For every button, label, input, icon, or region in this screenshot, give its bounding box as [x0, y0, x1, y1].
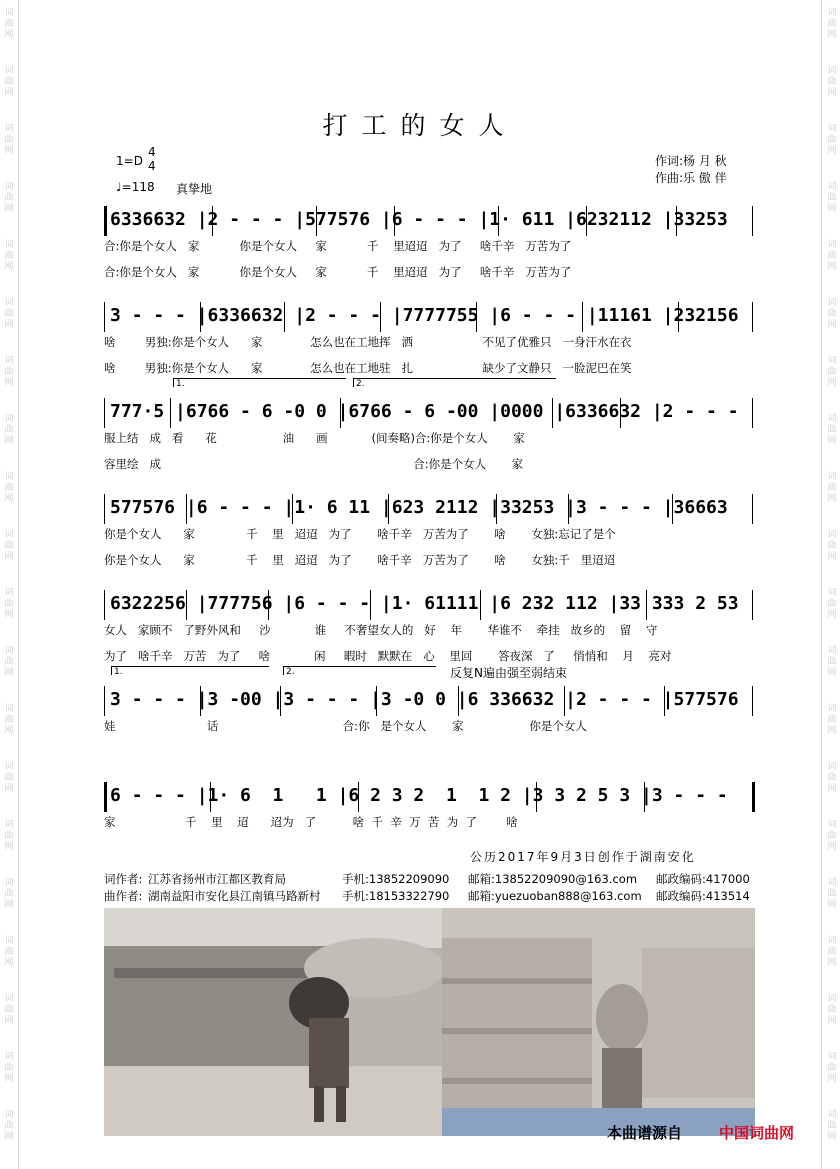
jianpu-notes: 6336632 |2 - - - |577576 |6 - - - |1· 611 |6232112 |33253: [110, 209, 728, 230]
time-signature-bottom: 4: [148, 159, 156, 173]
watermark-text: 词曲网: [4, 298, 14, 330]
watermark-text: 词曲网: [827, 298, 837, 330]
composer-email: 邮箱:yuezuoban888@163.com: [468, 889, 642, 903]
composer-role: 曲作者:: [104, 889, 143, 903]
expression-marking: 真挚地: [176, 182, 213, 196]
watermark-text: 词曲网: [827, 182, 837, 214]
volta-ending-2: 2.: [353, 378, 556, 387]
repeat-instruction: 反复N遍由强至弱结束: [450, 666, 567, 680]
watermark-text: 词曲网: [4, 124, 14, 156]
composer-address: 湖南益阳市安化县江南镇马路新村: [148, 889, 321, 903]
lyricist-role: 词作者:: [104, 872, 143, 886]
watermark-text: 词曲网: [827, 66, 837, 98]
jianpu-notes: 777·5 |6766 - 6 -0 0 |6766 - 6 -00 |0000 |6336632 |2 - - -: [110, 401, 739, 422]
lyrics-verse-2: 合:你是个女人 家 你是个女人 家 千 里迢迢 为了 啥千辛 万苦为了: [104, 265, 572, 279]
watermark-text: 词曲网: [4, 936, 14, 968]
staff-row: [104, 196, 752, 292]
watermark-text: 词曲网: [4, 1110, 14, 1142]
watermark-text: 词曲网: [827, 762, 837, 794]
lyrics-verse-1: 家 千 里 迢 迢为 了 啥 千 辛 万 苦 为 了 啥: [104, 815, 518, 829]
staff-row: [104, 388, 752, 484]
watermark-text: 词曲网: [827, 704, 837, 736]
staff-row: [104, 676, 752, 772]
footer-source-label: 本曲谱源自: [607, 1124, 683, 1142]
lyricist-credit: 作词:杨 月 秋: [655, 154, 727, 168]
photo-worker-cement-bags: [442, 908, 755, 1136]
left-watermark-strip: [0, 0, 19, 1169]
watermark-text: 词曲网: [4, 414, 14, 446]
watermark-text: 词曲网: [4, 704, 14, 736]
lyricist-phone: 手机:13852209090: [342, 872, 450, 886]
lyrics-verse-1: 女人 家顾不 了野外风和 沙 谁 不奢望女人的 好 年 华谁不 牵挂 故乡的 留 守: [104, 623, 658, 637]
quarter-note-icon: ♩: [116, 180, 122, 194]
jianpu-notes: 6 - - - |1· 6 1 1 |6 2 3 2 1 1 2 |3 3 2 5 3 |3 - - -: [110, 785, 728, 806]
score: [104, 196, 752, 868]
watermark-text: 词曲网: [827, 240, 837, 272]
watermark-text: 词曲网: [827, 994, 837, 1026]
lyricist-email: 邮箱:13852209090@163.com: [468, 872, 638, 886]
jianpu-notes: 3 - - - |3 -00 |3 - - - |3 -0 0 |6 336632 |2 - - - |577576: [110, 689, 739, 710]
watermark-text: 词曲网: [827, 820, 837, 852]
watermark-text: 词曲网: [4, 356, 14, 388]
tempo-marking: [116, 180, 155, 194]
lyrics-verse-1: 服上结 成 看 花 油 画 (间奏略)合:你是个女人 家: [104, 431, 525, 445]
song-title: 打工的女人: [322, 111, 518, 140]
watermark-text: 词曲网: [827, 414, 837, 446]
jianpu-notes: 577576 |6 - - - |1· 6 11 |623 2112 |33253 |3 - - - |36663: [110, 497, 728, 518]
key-signature: 1=D: [116, 154, 143, 168]
watermark-text: 词曲网: [4, 878, 14, 910]
lyrics-verse-1: 你是个女人 家 千 里 迢迢 为了 啥千辛 万苦为了 啥 女独:忘记了是个: [104, 527, 616, 541]
lyrics-verse-2: 容里绘 成 合:你是个女人 家: [104, 457, 524, 471]
watermark-text: 词曲网: [827, 472, 837, 504]
watermark-text: 词曲网: [4, 646, 14, 678]
right-watermark-strip: [821, 0, 840, 1169]
watermark-text: 词曲网: [827, 1052, 837, 1084]
watermark-text: 词曲网: [4, 182, 14, 214]
watermark-text: 词曲网: [827, 878, 837, 910]
lyricist-address: 江苏省扬州市江都区教育局: [148, 872, 286, 886]
jianpu-notes: 3 - - - |6336632 |2 - - - |7777755 |6 - - - |11161 |232156: [110, 305, 739, 326]
watermark-text: 词曲网: [4, 472, 14, 504]
lyrics-verse-1: 娃 话 合:你 是个女人 家 你是个女人: [104, 719, 587, 733]
watermark-text: 词曲网: [4, 588, 14, 620]
volta-ending-1: 1.: [173, 378, 346, 387]
composer-phone: 手机:18153322790: [342, 889, 450, 903]
watermark-text: 词曲网: [827, 646, 837, 678]
jianpu-notes: 6322256 |777756 |6 - - - |1· 61111 |6 232 112 |33 333 2 53: [110, 593, 739, 614]
watermark-text: 词曲网: [827, 8, 837, 40]
watermark-text: 词曲网: [4, 66, 14, 98]
watermark-text: 词曲网: [827, 588, 837, 620]
watermark-text: 词曲网: [827, 530, 837, 562]
watermark-text: 词曲网: [827, 936, 837, 968]
staff-row: [104, 580, 752, 676]
tempo-value: =118: [121, 180, 155, 194]
lyricist-zip: 邮政编码:417000: [656, 872, 750, 886]
footer-site-name: 中国词曲网: [719, 1124, 795, 1142]
time-signature-top: 4: [148, 145, 156, 159]
lyrics-verse-2: 你是个女人 家 千 里 迢迢 为了 啥千辛 万苦为了 啥 女独:千 里迢迢: [104, 553, 616, 567]
watermark-text: 词曲网: [4, 994, 14, 1026]
watermark-text: 词曲网: [4, 762, 14, 794]
watermark-text: 词曲网: [4, 240, 14, 272]
composer-zip: 邮政编码:413514: [656, 889, 750, 903]
time-signature: [148, 145, 156, 173]
watermark-text: 词曲网: [827, 1110, 837, 1142]
composer-credit: 作曲:乐 傲 伴: [655, 171, 727, 185]
volta-ending-2b: 2.: [283, 666, 436, 675]
lyrics-verse-1: 啥 男独:你是个女人 家 怎么也在工地挥 洒 不见了优雅只 一身汗水在衣: [104, 335, 632, 349]
lyrics-verse-2: 为了 啥千辛 万苦 为了 啥 闲 暇时 默默在 心 里回 答夜深 了 悄悄和 月 亮对: [104, 649, 672, 663]
staff-row: [104, 292, 752, 388]
watermark-text: 词曲网: [4, 8, 14, 40]
staff-row: [104, 484, 752, 580]
watermark-text: 词曲网: [827, 124, 837, 156]
watermark-text: 词曲网: [827, 356, 837, 388]
composition-date: 公历2017年9月3日创作于湖南安化: [470, 850, 696, 864]
watermark-text: 词曲网: [4, 530, 14, 562]
watermark-text: 词曲网: [4, 1052, 14, 1084]
watermark-text: 词曲网: [4, 820, 14, 852]
lyrics-verse-2: 啥 男独:你是个女人 家 怎么也在工地驻 扎 缺少了文静只 一脸泥巴在笑: [104, 361, 632, 375]
photo-worker-truck: [104, 908, 442, 1136]
volta-ending-1b: 1.: [111, 666, 269, 675]
lyrics-verse-1: 合:你是个女人 家 你是个女人 家 千 里迢迢 为了 啥千辛 万苦为了: [104, 239, 572, 253]
